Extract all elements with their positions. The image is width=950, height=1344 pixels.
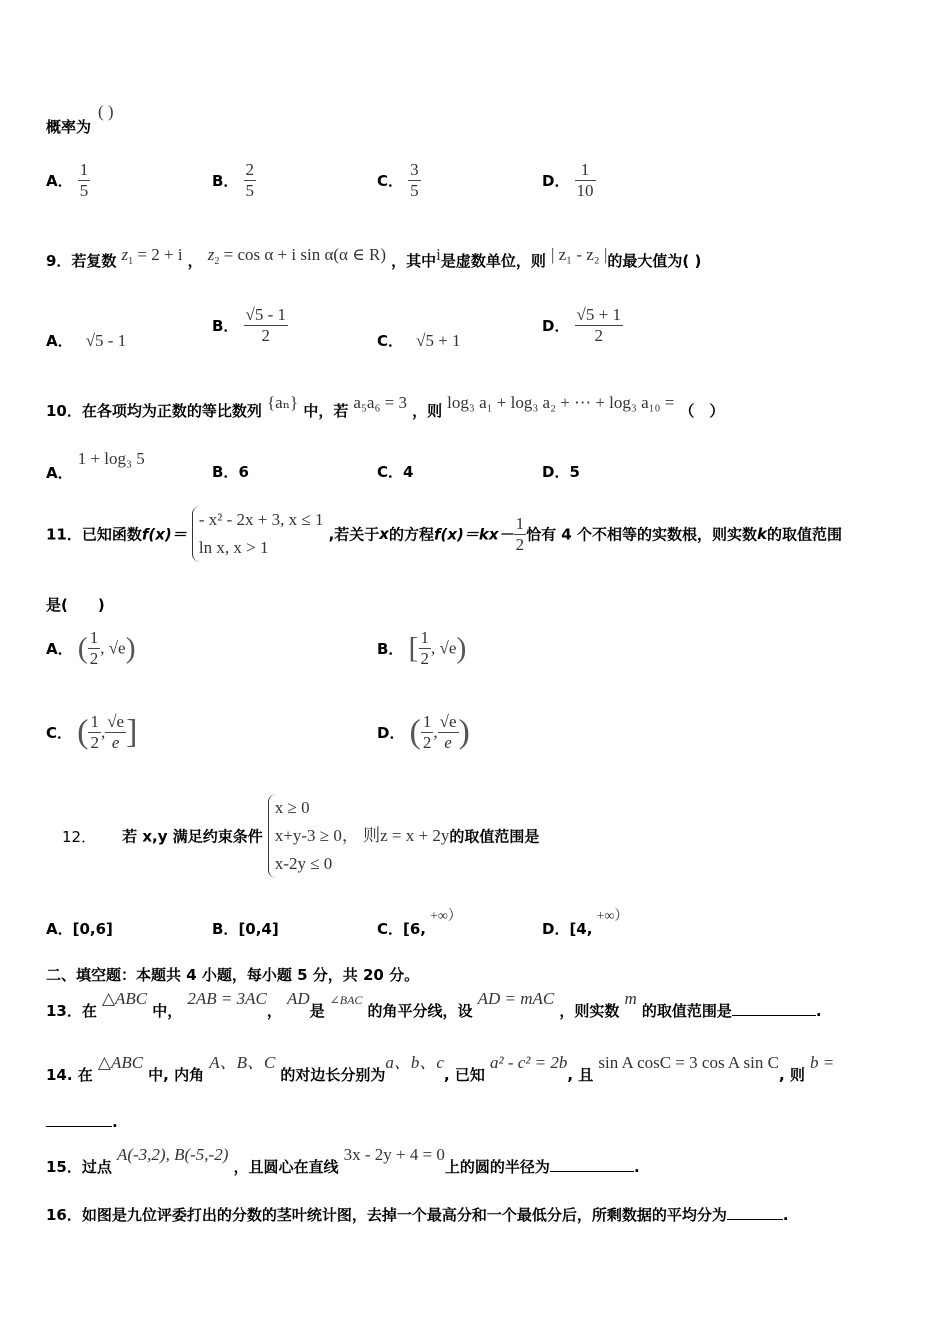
q9-option-d bbox=[542, 305, 623, 346]
z2-expr bbox=[207, 245, 387, 267]
option-label: D． bbox=[542, 172, 570, 190]
option-label: C． bbox=[377, 332, 404, 350]
q10-option-d bbox=[542, 461, 580, 482]
abs-diff: | z₁ - z₂ | bbox=[550, 245, 608, 264]
q9-option-c bbox=[377, 330, 461, 351]
triangle: △ABC bbox=[101, 989, 148, 1008]
q8-tail-text: 概率为 bbox=[46, 118, 92, 136]
option-tail: +∞） bbox=[596, 909, 629, 924]
q11-option-d: D． ( $\frac{1}{2}$ , $\frac{√e}{e}$ ) bbox=[377, 712, 470, 752]
option-label: B． bbox=[212, 317, 239, 335]
option-label: B． bbox=[377, 640, 404, 658]
right-bracket: ] bbox=[126, 713, 138, 751]
piecewise-function bbox=[192, 506, 324, 562]
sequence: {aₙ} bbox=[266, 393, 299, 412]
option-value: 5 bbox=[569, 463, 580, 481]
q11-line2: 是( ) bbox=[46, 596, 105, 614]
q12-option-c bbox=[377, 909, 462, 939]
numerator: 1 bbox=[79, 160, 89, 179]
numerator: 2 bbox=[245, 160, 255, 179]
denominator: 2 bbox=[90, 733, 99, 752]
fraction bbox=[575, 305, 623, 346]
q8-paren: ( ) bbox=[98, 102, 114, 121]
q16-stem bbox=[46, 1204, 789, 1225]
q9-suffix: 的最大值为( ) bbox=[607, 252, 702, 270]
denominator: 10 bbox=[576, 181, 594, 200]
q14-end: . bbox=[112, 1113, 118, 1131]
q11-stem bbox=[46, 506, 842, 562]
q8-option-c bbox=[377, 160, 421, 201]
numerator: √e bbox=[107, 712, 125, 731]
answer-blank[interactable] bbox=[732, 1015, 816, 1016]
option-value: √5 - 1 bbox=[85, 331, 127, 350]
line-eq: 3x - 2y + 4 = 0 bbox=[343, 1145, 445, 1164]
q15-end: . bbox=[633, 1158, 640, 1176]
fraction bbox=[88, 628, 101, 669]
numerator: 1 bbox=[422, 712, 432, 731]
imag-unit: i bbox=[436, 245, 441, 264]
option-label: C． bbox=[377, 172, 404, 190]
option-label: B． bbox=[212, 920, 239, 938]
option-value: [4, bbox=[569, 920, 593, 938]
q11-mid2: 的方程 bbox=[388, 525, 434, 544]
q10-option-c bbox=[377, 461, 413, 482]
numerator: 1 bbox=[420, 628, 430, 647]
option-label: D． bbox=[377, 724, 405, 742]
option-value: 6 bbox=[238, 463, 249, 481]
answer-blank[interactable] bbox=[727, 1219, 783, 1220]
q9-stem bbox=[46, 245, 702, 273]
denominator: 2 bbox=[515, 534, 525, 554]
q8-tail bbox=[46, 116, 91, 137]
q10-option-b bbox=[212, 461, 249, 482]
condition: 2AB = 3AC bbox=[187, 989, 267, 1008]
denominator: 2 bbox=[422, 733, 432, 752]
denominator: 2 bbox=[89, 649, 99, 668]
q11-prefix: 11．已知函数 bbox=[46, 525, 142, 544]
q15-mid: ，且圆心在直线 bbox=[233, 1158, 339, 1176]
q13-mid3: ，则实数 bbox=[559, 1002, 620, 1020]
q10-stem bbox=[46, 392, 725, 420]
numerator: 1 bbox=[89, 628, 99, 647]
numerator: √5 - 1 bbox=[245, 305, 287, 324]
condition-2: sin A cosC = 3 cos A sin C bbox=[598, 1053, 779, 1072]
constraint-system bbox=[268, 794, 450, 878]
option-label: A． bbox=[46, 332, 73, 350]
q9-prefix: 9．若复数 bbox=[46, 252, 117, 270]
q12-stem bbox=[62, 794, 539, 878]
q14-prefix: 14. 在 bbox=[46, 1066, 93, 1084]
denominator: 5 bbox=[79, 181, 89, 200]
piece-2: ln x, x > 1 bbox=[198, 538, 269, 557]
q10-suffix: （ ） bbox=[679, 402, 725, 420]
fraction-half bbox=[514, 514, 527, 555]
z1-var: z bbox=[121, 245, 129, 264]
q12-option-d bbox=[542, 909, 629, 939]
upper-bound: , √e bbox=[431, 638, 457, 658]
denominator: 2 bbox=[594, 326, 603, 345]
q13-mid2: 的角平分线，设 bbox=[367, 1002, 473, 1020]
q12-option-a bbox=[46, 918, 113, 939]
option-label: A． bbox=[46, 464, 73, 482]
denominator: 5 bbox=[245, 181, 255, 200]
q10-mid: 中，若 bbox=[303, 402, 349, 420]
points: A(-3,2), B(-5,-2) bbox=[116, 1145, 229, 1164]
constraint-2: x+y-3 ≥ 0， 则z = x + 2y bbox=[274, 826, 450, 845]
option-label: D． bbox=[542, 317, 570, 335]
left-bracket: [ bbox=[408, 631, 419, 665]
q13-is: 是 bbox=[309, 1002, 325, 1020]
fraction-e bbox=[438, 712, 459, 753]
q11-option-c: C． ( $\frac{1}{2}$ , $\frac{√e}{e}$ ] bbox=[46, 712, 138, 752]
q8-option-d bbox=[542, 160, 596, 201]
angle-bac: ∠BAC bbox=[329, 993, 363, 1007]
q14-blank-line bbox=[46, 1110, 118, 1131]
option-value: 1 + log₃ 5 bbox=[77, 449, 145, 468]
numerator: √e bbox=[439, 712, 457, 731]
q15-stem bbox=[46, 1144, 640, 1176]
q11-mid: ,若关于 bbox=[328, 525, 380, 544]
q11-option-b bbox=[377, 628, 466, 669]
upper-bound: , √e bbox=[100, 638, 126, 658]
answer-blank[interactable] bbox=[550, 1171, 634, 1172]
denominator: 2 bbox=[420, 649, 430, 668]
q9-mid2: 是虚数单位，则 bbox=[440, 252, 546, 270]
q14-mid: 中, 内角 bbox=[148, 1066, 205, 1084]
q11-option-a bbox=[46, 628, 136, 669]
q9-sep: ， bbox=[187, 252, 203, 270]
q12-prefix: 若 x,y 满足约束条件 bbox=[122, 827, 263, 846]
z2-var: z bbox=[207, 245, 215, 264]
constraint-3: x-2y ≤ 0 bbox=[274, 854, 333, 873]
fx: f(x)＝ bbox=[141, 525, 187, 544]
option-label: C． bbox=[46, 724, 73, 742]
option-value: [0,4] bbox=[238, 920, 279, 938]
option-label: A． bbox=[46, 920, 73, 938]
z1-expr bbox=[121, 245, 183, 267]
q8-option-b bbox=[212, 160, 256, 201]
q15-suffix: 上的圆的半径为 bbox=[444, 1158, 550, 1176]
q9-option-a bbox=[46, 330, 126, 351]
numerator: 3 bbox=[410, 160, 419, 179]
right-bracket: ) bbox=[125, 631, 136, 665]
option-label: C． bbox=[377, 463, 404, 481]
left-bracket: ( bbox=[77, 713, 89, 751]
option-label: A． bbox=[46, 640, 73, 658]
q14-stem bbox=[46, 1048, 835, 1084]
denominator: 5 bbox=[410, 181, 419, 200]
q13-mid: 中， bbox=[152, 1002, 183, 1020]
q16-text: 16．如图是九位评委打出的分数的茎叶统计图，去掉一个最高分和一个最低分后，所剩数据的平均分为 bbox=[46, 1206, 727, 1224]
q16-end: . bbox=[782, 1206, 789, 1224]
triangle: △ABC bbox=[97, 1053, 144, 1072]
q8-option-a bbox=[46, 160, 90, 201]
option-label: A． bbox=[46, 172, 73, 190]
q13-sep: ， bbox=[266, 1002, 282, 1020]
option-value: √5 + 1 bbox=[416, 331, 461, 350]
q11-mid3: 恰有 4 个不相等的实数根，则实数 bbox=[526, 525, 757, 544]
option-label: D． bbox=[542, 463, 570, 481]
z2-sub: 2 bbox=[214, 256, 220, 267]
fraction bbox=[419, 628, 432, 669]
left-bracket: ( bbox=[77, 631, 88, 665]
fraction bbox=[78, 160, 91, 201]
fraction bbox=[421, 712, 434, 753]
condition: a₅a₆ = 3 bbox=[353, 393, 407, 412]
segment-ad: AD bbox=[286, 989, 310, 1008]
q14-mid4: , 且 bbox=[567, 1066, 594, 1084]
q9-mid: ，其中 bbox=[391, 252, 437, 270]
q13-end: . bbox=[815, 1002, 822, 1020]
var-b: b = bbox=[809, 1053, 835, 1072]
denominator: e bbox=[444, 733, 452, 752]
fraction bbox=[244, 305, 289, 346]
section-heading: 二、填空题：本题共 4 小题，每小题 5 分，共 20 分。 bbox=[46, 966, 420, 984]
q14-mid2: 的对边长分别为 bbox=[280, 1066, 386, 1084]
numerator: 1 bbox=[580, 160, 590, 179]
z1-sub: 1 bbox=[128, 256, 134, 267]
constraint-1: x ≥ 0 bbox=[274, 798, 310, 817]
denominator: e bbox=[111, 733, 120, 752]
q15-prefix: 15．过点 bbox=[46, 1158, 112, 1176]
log-sum: log₃ a₁ + log₃ a₂ + ⋯ + log₃ a₁₀ = bbox=[447, 393, 675, 412]
option-value: [6, bbox=[403, 920, 427, 938]
z1-value: = 2 + i bbox=[133, 245, 183, 264]
q13-stem bbox=[46, 988, 822, 1020]
q10-option-a bbox=[46, 448, 145, 482]
vector-relation: AD = mAC bbox=[477, 989, 555, 1008]
q12-option-b bbox=[212, 918, 279, 939]
option-value: [0,6] bbox=[72, 920, 113, 938]
equation: f(x)＝kx－ bbox=[433, 525, 514, 544]
q12-number: 12． bbox=[62, 827, 97, 846]
fraction bbox=[244, 160, 257, 201]
answer-blank[interactable] bbox=[46, 1110, 112, 1127]
q10-prefix: 10．在各项均为正数的等比数列 bbox=[46, 402, 262, 420]
z2-value: = cos α + i sin α(α ∈ R) bbox=[219, 245, 387, 264]
option-value: 4 bbox=[403, 463, 414, 481]
fraction bbox=[88, 712, 101, 753]
option-label: B． bbox=[212, 172, 239, 190]
angles: A、B、C bbox=[209, 1053, 276, 1072]
option-tail: +∞） bbox=[430, 909, 462, 924]
q11-suffix: 的取值范围 bbox=[766, 525, 842, 544]
condition-1: a² - c² = 2b bbox=[489, 1053, 568, 1072]
q14-mid5: , 则 bbox=[778, 1066, 805, 1084]
numerator: √5 + 1 bbox=[576, 305, 621, 324]
piece-1: - x² - 2x + 3, x ≤ 1 bbox=[198, 510, 324, 529]
right-bracket: ) bbox=[458, 713, 470, 751]
right-bracket: ) bbox=[456, 631, 467, 665]
q13-prefix: 13．在 bbox=[46, 1002, 97, 1020]
numerator: 1 bbox=[90, 712, 99, 731]
option-label: D． bbox=[542, 920, 570, 938]
numerator: 1 bbox=[515, 513, 525, 533]
var-k: k bbox=[756, 525, 767, 543]
q14-mid3: , 已知 bbox=[443, 1066, 485, 1084]
q12-suffix: 的取值范围是 bbox=[449, 827, 540, 846]
denominator: 2 bbox=[261, 326, 271, 345]
option-label: B． bbox=[212, 463, 239, 481]
var-m: m bbox=[624, 989, 637, 1008]
option-label: C． bbox=[377, 920, 404, 938]
fraction bbox=[575, 160, 596, 201]
fraction-e bbox=[105, 712, 126, 753]
left-bracket: ( bbox=[409, 713, 421, 751]
var-x: x bbox=[379, 525, 389, 543]
q9-option-b bbox=[212, 305, 288, 346]
q10-mid2: ，则 bbox=[412, 402, 443, 420]
sides: a、b、c bbox=[385, 1053, 444, 1072]
fraction bbox=[408, 160, 421, 201]
q13-suffix: 的取值范围是 bbox=[641, 1002, 732, 1020]
